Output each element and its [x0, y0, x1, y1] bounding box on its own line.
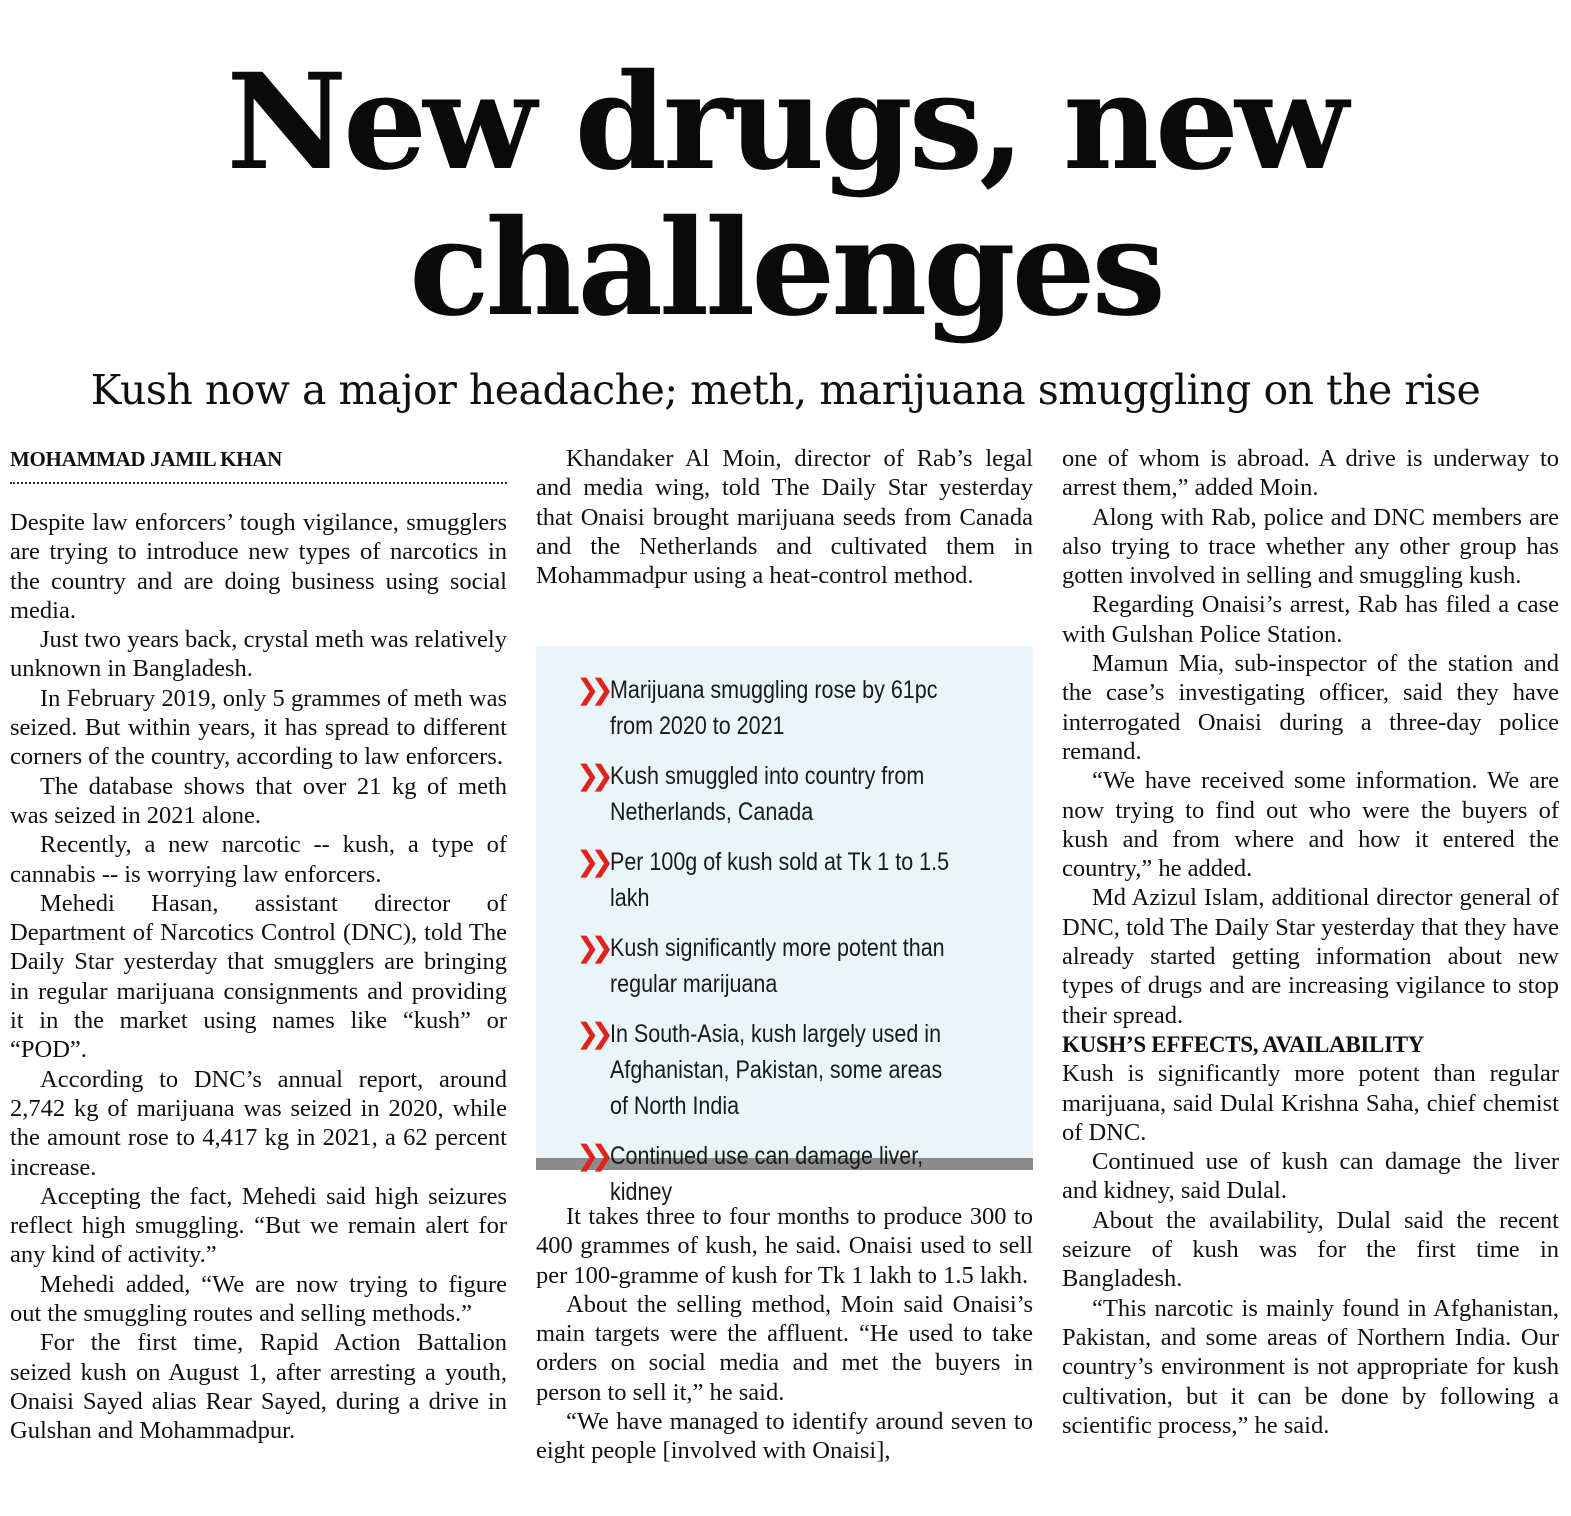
- paragraph: The database shows that over 21 kg of meth was seized in 2021 alone.: [10, 772, 507, 829]
- highlight-item: [576, 1016, 1013, 1124]
- highlight-item: [576, 758, 1013, 830]
- paragraph: About the selling method, Moin said Onaisi’s main targets were the affluent. “He used to take orders on social media and met the buyers in person to sell it,” he said.: [536, 1290, 1033, 1406]
- paragraph: In February 2019, only 5 grammes of meth was seized. But within years, it has spread to different corners of the country, according to law enforcers.: [10, 684, 507, 771]
- paragraph: Recently, a new narcotic -- kush, a type of cannabis -- is worrying law enforcers.: [10, 831, 507, 888]
- article-column-2-top: [536, 444, 1033, 590]
- section-heading: KUSH’S EFFECTS, AVAILABILITY: [1062, 1031, 1425, 1057]
- paragraph: Accepting the fact, Mehedi said high seizures reflect high smuggling. “But we remain alert for any kind of activity.”: [10, 1182, 507, 1269]
- paragraph: It takes three to four months to produce 300 to 400 grammes of kush, he said. Onaisi used to sell per 100-gramme of kush for Tk 1 lakh to 1.5 lakh.: [536, 1203, 1033, 1289]
- article-column-1: [10, 444, 507, 1446]
- double-chevron-right-icon: ❯❯: [576, 1017, 605, 1050]
- highlight-text: Continued use can damage liver, kidney: [610, 1142, 924, 1206]
- paragraph: one of whom is abroad. A drive is underway to arrest them,” added Moin.: [1062, 445, 1559, 502]
- paragraph: Along with Rab, police and DNC members are also trying to trace whether any other group has gotten involved in selling and smuggling kush.: [1062, 503, 1559, 590]
- paragraph: Mehedi added, “We are now trying to figure out the smuggling routes and selling methods.”: [10, 1270, 507, 1328]
- paragraph: Md Azizul Islam, additional director general of DNC, told The Daily Star yesterday that they have already started getting information about new types of drugs and are increasing vigilance to stop their spread.: [1062, 884, 1559, 1029]
- paragraph: “This narcotic is mainly found in Afghanistan, Pakistan, and some areas of Northern India. Our country’s environment is not appropriate for kush cultivation, but it can be done by following a scientific process,” he said.: [1062, 1294, 1559, 1439]
- highlight-item: [576, 930, 1013, 1002]
- double-chevron-right-icon: ❯❯: [576, 673, 605, 706]
- highlight-text: Kush smuggled into country from Netherlands, Canada: [610, 762, 925, 826]
- paragraph: Continued use of kush can damage the liver and kidney, said Dulal.: [1062, 1148, 1559, 1205]
- double-chevron-right-icon: ❯❯: [576, 1139, 605, 1172]
- paragraph: “We have managed to identify around seven to eight people [involved with Onaisi],: [536, 1408, 1033, 1465]
- paragraph: Kush is significantly more potent than regular marijuana, said Dulal Krishna Saha, chief chemist of DNC.: [1062, 1060, 1559, 1146]
- paragraph: Just two years back, crystal meth was relatively unknown in Bangladesh.: [10, 626, 507, 683]
- byline: MOHAMMAD JAMIL KHAN: [10, 444, 507, 484]
- article-column-2-bottom: [536, 1202, 1033, 1466]
- headline-line-1: New drugs, new: [226, 45, 1345, 200]
- article-column-3: [1062, 444, 1559, 1440]
- highlight-text: Kush significantly more potent than regular marijuana: [610, 934, 945, 998]
- highlights-box: [536, 646, 1033, 1206]
- subheadline: Kush now a major headache; meth, marijuana smuggling on the rise: [90, 366, 1481, 414]
- paragraph: Regarding Onaisi’s arrest, Rab has filed a case with Gulshan Police Station.: [1062, 591, 1559, 648]
- paragraph: For the first time, Rapid Action Battalion seized kush on August 1, after arresting a youth, Onaisi Sayed alias Rear Sayed, during a drive in Gulshan and Mohammadpur.: [10, 1329, 507, 1445]
- headline-line-2: challenges: [409, 191, 1162, 346]
- paragraph: According to DNC’s annual report, around 2,742 kg of marijuana was seized in 2020, while the amount rose to 4,417 kg in 2021, a 62 percent increase.: [10, 1065, 507, 1181]
- highlight-text: Per 100g of kush sold at Tk 1 to 1.5 lakh: [610, 848, 950, 912]
- paragraph: “We have received some information. We are now trying to find out who were the buyers of kush and from where and how it entered the country,” he added.: [1062, 767, 1559, 883]
- highlight-item: [576, 1138, 1013, 1210]
- double-chevron-right-icon: ❯❯: [576, 759, 605, 792]
- paragraph: Mehedi Hasan, assistant director of Department of Narcotics Control (DNC), told The Daily Star yesterday that smugglers are bringing in regular marijuana consignments and providing it in the market using names like “kush” or “POD”.: [10, 889, 507, 1064]
- double-chevron-right-icon: ❯❯: [576, 931, 605, 964]
- highlight-item: [576, 844, 1013, 916]
- paragraph: Mamun Mia, sub-inspector of the station and the case’s investigating officer, said they have interrogated Onaisi during a three-day police remand.: [1062, 650, 1559, 765]
- highlight-text: Marijuana smuggling rose by 61pc from 2020 to 2021: [610, 676, 938, 740]
- headline: [0, 45, 1571, 346]
- highlight-item: [576, 672, 1013, 744]
- double-chevron-right-icon: ❯❯: [576, 845, 605, 878]
- paragraph: About the availability, Dulal said the recent seizure of kush was for the first time in Bangladesh.: [1062, 1206, 1559, 1293]
- paragraph: Khandaker Al Moin, director of Rab’s legal and media wing, told The Daily Star yesterday that Onaisi brought marijuana seeds from Canada and the Netherlands and cultivated them in Mohammadpur using a heat-control method.: [536, 445, 1033, 590]
- paragraph: Despite law enforcers’ tough vigilance, smugglers are trying to introduce new types of narcotics in the country and are doing business using social media.: [10, 509, 507, 624]
- highlight-text: In South-Asia, kush largely used in Afghanistan, Pakistan, some areas of North India: [610, 1020, 943, 1120]
